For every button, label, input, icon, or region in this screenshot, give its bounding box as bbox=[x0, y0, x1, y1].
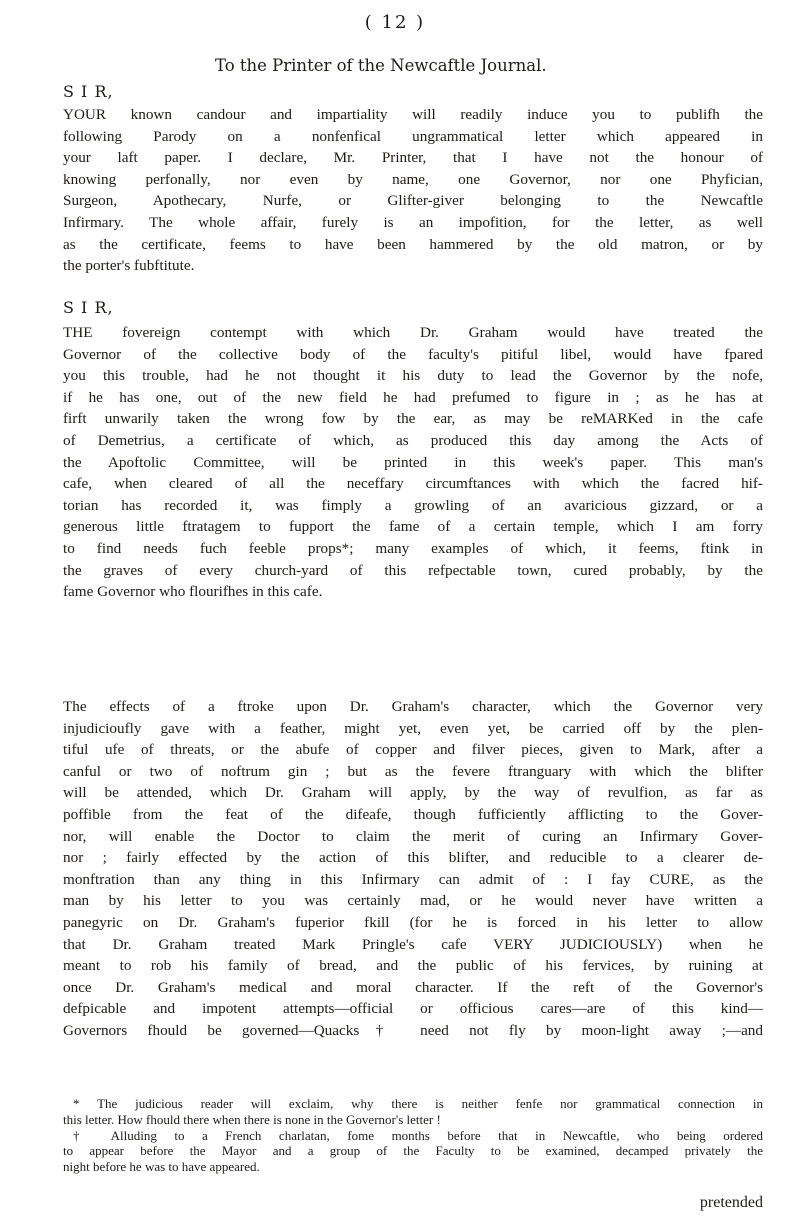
intro-paragraph bbox=[63, 104, 763, 277]
intro-line: Infirmary. The whole affair, furely is an impofition, for the letter, as well bbox=[63, 213, 763, 231]
footnotes bbox=[63, 1096, 763, 1175]
intro-line: your laft paper. I declare, Mr. Printer, that I have not the honour of bbox=[63, 149, 763, 167]
intro-line: knowing perfonally, nor even by name, one Governor, nor one Phyfician, bbox=[63, 170, 763, 188]
paragraph-line: once Dr. Graham's medical and moral character. If the reft of the Governor's bbox=[63, 978, 763, 996]
paragraph-line: the graves of every church-yard of this refpectable town, cured probably, by the bbox=[63, 561, 763, 579]
intro-line: following Parody on a nonfenfical ungrammatical letter which appeared in bbox=[63, 127, 763, 145]
intro-line: as the certificate, feems to have been hammered by the old matron, or by bbox=[63, 235, 763, 253]
paragraph-line: that Dr. Graham treated Mark Pringle's cafe VERY JUDICIOUSLY) when he bbox=[63, 935, 763, 953]
paragraph-line: if he has one, out of the new field he had prefumed to figure in ; as he has at bbox=[63, 388, 763, 406]
paragraph-line: nor, will enable the Doctor to claim the merit of curing an Infirmary Gover- bbox=[63, 827, 763, 845]
letter-heading: To the Printer of the Newcaftle Journal. bbox=[215, 56, 547, 75]
salutation-first: S I R, bbox=[63, 82, 114, 101]
paragraph-line: The effects of a ftroke upon Dr. Graham's character, which the Governor very bbox=[63, 698, 763, 715]
intro-line: YOUR known candour and impartiality will readily induce you to publifh the bbox=[63, 106, 763, 123]
paragraph-line: firft unwarily taken the wrong fow by the ear, as may be reMARKed in the cafe bbox=[63, 410, 763, 428]
footnote-2-line: night before he was to have appeared. bbox=[63, 1159, 260, 1175]
paragraph-line: injudicioufly gave with a feather, might yet, even yet, be carried off by the plen- bbox=[63, 719, 763, 737]
salutation-second: S I R, bbox=[63, 298, 114, 317]
footnote-2-line: to appear before the Mayor and a group of the Faculty to be examined, decamped privately the bbox=[63, 1143, 763, 1159]
footnote-1-line: this letter. How fhould there when there is none in the Governor's letter ! bbox=[63, 1111, 441, 1127]
paragraph-line: will be attended, which Dr. Graham will apply, by the way of revulfion, as far as bbox=[63, 784, 763, 802]
footnote-1-line: * The judicious reader will exclaim, why there is neither fenfe nor grammatical connection in bbox=[73, 1096, 763, 1111]
paragraph-line: of Demetrius, a certificate of which, as produced this day among the Acts of bbox=[63, 431, 763, 449]
parody-paragraph-1 bbox=[63, 322, 763, 603]
paragraph-line: Governor of the collective body of the faculty's pitiful libel, would have fpared bbox=[63, 345, 763, 363]
parody-paragraph-2 bbox=[63, 696, 763, 1042]
intro-line: the porter's fubftitute. bbox=[63, 257, 195, 275]
footnote-2-line: † Alluding to a French charlatan, fome months before that in Newcaftle, who being ordered bbox=[73, 1127, 763, 1143]
paragraph-line: generous little ftratagem to fupport the fame of a certain temple, which I am forry bbox=[63, 518, 763, 536]
paragraph-line: canful or two of noftrum gin ; but as the fevere ftranguary with which the blifter bbox=[63, 762, 763, 780]
paragraph-line: you this trouble, had he not thought it his duty to lead the Governor by the nofe, bbox=[63, 367, 763, 385]
paragraph-line: Governors fhould be governed—Quacks† need not fly by moon-light away ;—and bbox=[63, 1021, 763, 1039]
page-number: ( 12 ) bbox=[364, 12, 426, 33]
paragraph-line: fame Governor who flourifhes in this cafe. bbox=[63, 583, 323, 601]
paragraph-line: meant to rob his family of bread, and the public of his fervices, by ruining at bbox=[63, 957, 763, 975]
paragraph-line: THE fovereign contempt with which Dr. Graham would have treated the bbox=[63, 324, 763, 341]
paragraph-line: monftration than any thing in this Infirmary can admit of : I fay CURE, as the bbox=[63, 870, 763, 888]
paragraph-line: to find needs fuch feeble props*; many examples of which, it feems, ftink in bbox=[63, 539, 763, 557]
paragraph-line: man by his letter to you was certainly mad, or he would never have written a bbox=[63, 892, 763, 910]
paragraph-line: panegyric on Dr. Graham's fuperior fkill (for he is forced in his letter to allow bbox=[63, 913, 763, 931]
paragraph-line: the Apoftolic Committee, will be printed in this week's paper. This man's bbox=[63, 453, 763, 471]
paragraph-line: poffible from the feat of the difeafe, though fufficiently afflicting to the Gover- bbox=[63, 805, 763, 823]
paragraph-line: torian has recorded it, was fimply a growling of an avaricious gizzard, or a bbox=[63, 496, 763, 514]
paragraph-line: nor ; fairly effected by the action of this blifter, and reducible to a clearer de- bbox=[63, 849, 763, 867]
intro-line: Surgeon, Apothecary, Nurfe, or Glifter-giver belonging to the Newcaftle bbox=[63, 192, 763, 210]
catchword: pretended bbox=[699, 1194, 763, 1211]
paragraph-line: defpicable and impotent attempts—official or officious cares—are of this kind— bbox=[63, 1000, 763, 1018]
paragraph-line: cafe, when cleared of all the neceffary circumftances with which the facred hif- bbox=[63, 475, 763, 493]
paragraph-line: tiful ufe of threats, or the abufe of copper and filver pieces, given to Mark, after a bbox=[63, 741, 763, 759]
